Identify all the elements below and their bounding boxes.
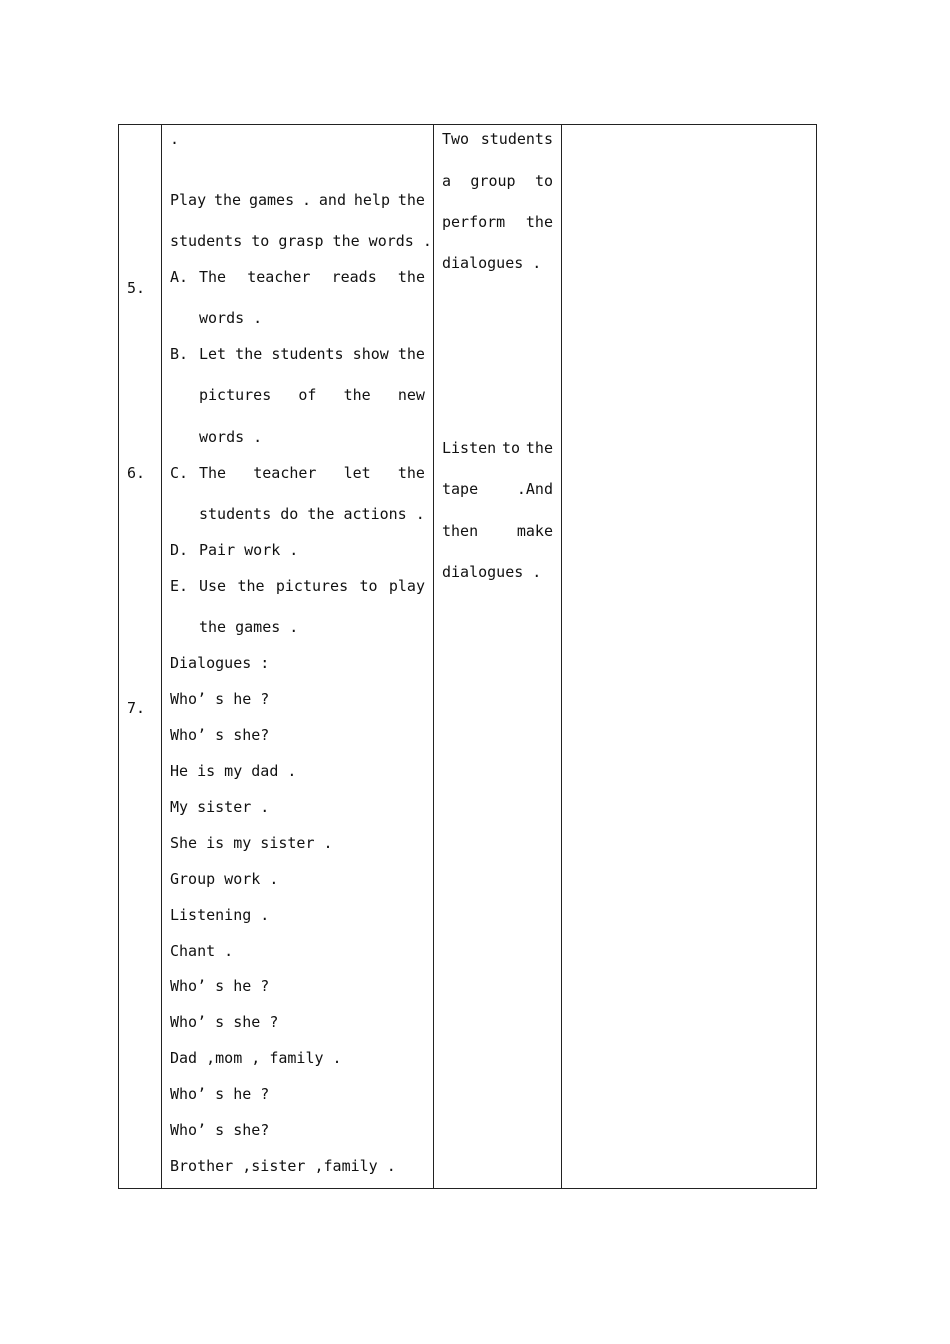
dot-mark: . (170, 130, 180, 148)
row-number: 6. (127, 464, 146, 482)
activity-line: students to grasp the words . (170, 232, 432, 250)
row-number: 7. (127, 699, 146, 717)
activity-line: Use the pictures to play (199, 577, 425, 595)
activity-line: words . (199, 428, 263, 446)
dialogue-line: She is my sister . (170, 834, 333, 852)
item-letter: E. (170, 577, 189, 595)
activity-line: Let the students show the (199, 345, 425, 363)
dialogue-line: Who’ s he ? (170, 690, 270, 708)
dialogue-line: He is my dad . (170, 762, 297, 780)
dialogue-line: Who’ s she ? (170, 1013, 279, 1031)
dialogue-line: Who’ s he ? (170, 1085, 270, 1103)
dialogue-line: My sister . (170, 798, 270, 816)
item-letter: B. (170, 345, 189, 363)
student-line: then make (442, 522, 553, 540)
activity-line: Play the games . and help the (170, 191, 425, 209)
student-line: tape .And (442, 480, 553, 498)
activity-line: The teacher let the (199, 464, 425, 482)
item-letter: A. (170, 268, 189, 286)
student-line: a group to (442, 172, 553, 190)
dialogue-line: Dialogues : (170, 654, 270, 672)
column-divider (161, 125, 162, 1188)
dialogue-line: Brother ,sister ,family . (170, 1157, 396, 1175)
student-line: Listen to the (442, 439, 553, 457)
column-divider (433, 125, 434, 1188)
dialogue-line: Who’ s he ? (170, 977, 270, 995)
activity-line: The teacher reads the (199, 268, 425, 286)
dialogue-line: Chant . (170, 942, 234, 960)
student-line: dialogues . (442, 254, 542, 272)
row-number: 5. (127, 279, 146, 297)
activity-line: the games . (199, 618, 299, 636)
activity-line: students do the actions . (199, 505, 425, 523)
dialogue-line: Group work . (170, 870, 279, 888)
student-line: perform the (442, 213, 553, 231)
item-letter: D. (170, 541, 189, 559)
dialogue-line: Dad ,mom , family . (170, 1049, 342, 1067)
activity-line: Pair work . (199, 541, 299, 559)
student-line: dialogues . (442, 563, 542, 581)
dialogue-line: Listening . (170, 906, 270, 924)
dialogue-line: Who’ s she? (170, 1121, 270, 1139)
activity-line: words . (199, 309, 263, 327)
activity-line: pictures of the new (199, 386, 425, 404)
student-line: Two students (442, 130, 553, 148)
dialogue-line: Who’ s she? (170, 726, 270, 744)
item-letter: C. (170, 464, 189, 482)
column-divider (561, 125, 562, 1188)
